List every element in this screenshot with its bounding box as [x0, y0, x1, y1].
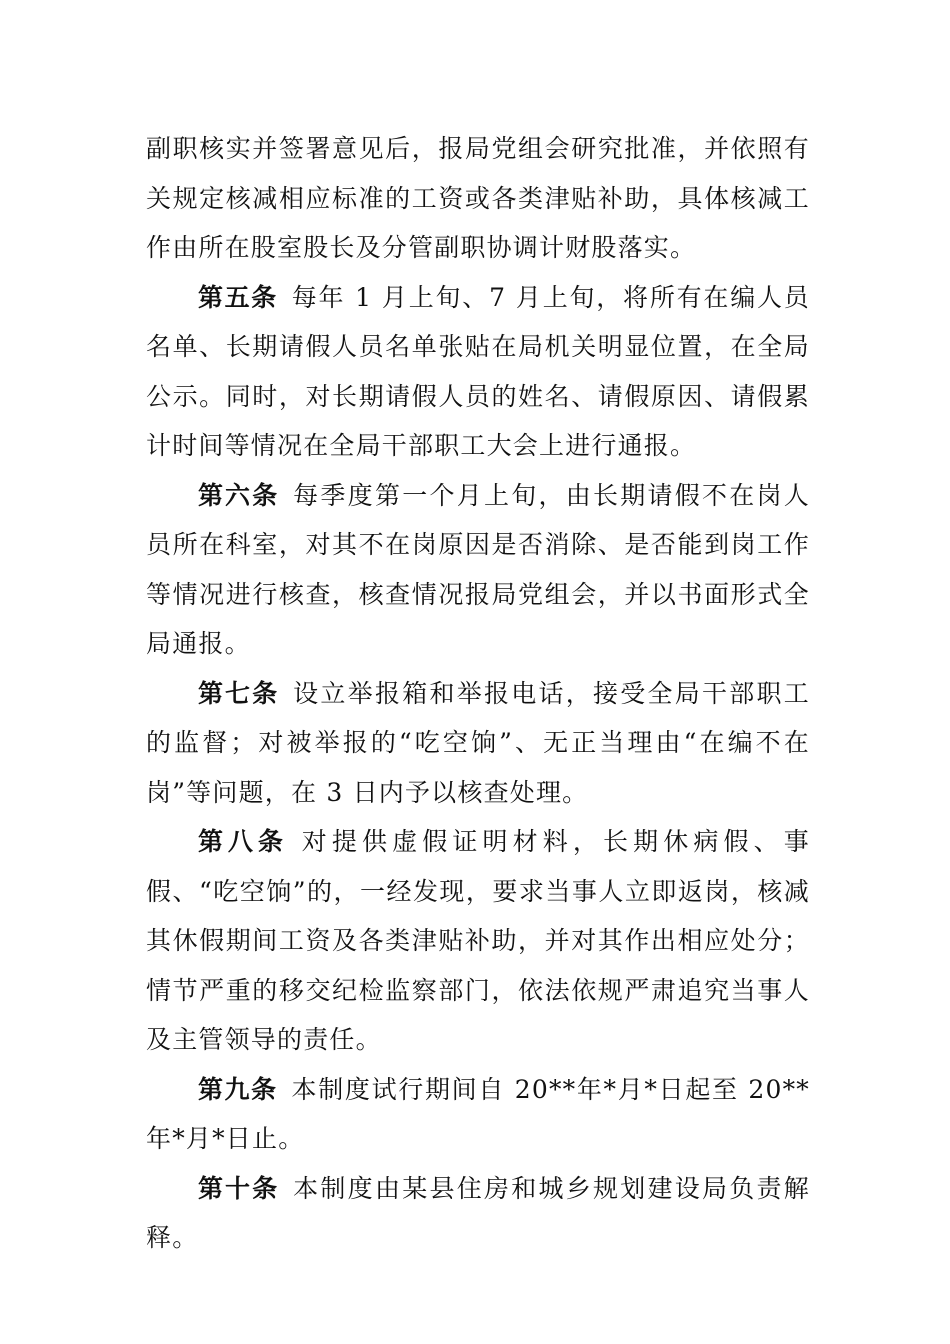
document-body	[146, 124, 810, 1263]
paragraph-text: 副职核实并签署意见后，报局党组会研究批准，并依照有关规定核减相应标准的工资或各类津贴补助，具体核减工作由所在股室股长及分管副职协调计财股落实。	[146, 134, 810, 262]
article-text: 本制度试行期间自 20**年*月*日起至 20**年*月*日止。	[146, 1074, 810, 1153]
article-text: 本制度由某县住房和城乡规划建设局负责解释。	[146, 1173, 810, 1252]
article-9	[146, 1065, 810, 1164]
article-heading: 第十条	[198, 1173, 280, 1203]
article-heading: 第九条	[198, 1074, 278, 1104]
article-text: 每年 1 月上旬、7 月上旬，将所有在编人员名单、长期请假人员名单张贴在局机关明显位置，在全局公示。同时，对长期请假人员的姓名、请假原因、请假累计时间等情况在全局干部职工大会上进行通报。	[146, 282, 810, 460]
article-heading: 第八条	[198, 827, 288, 856]
article-7	[146, 669, 810, 818]
article-8	[146, 817, 810, 1065]
article-10	[146, 1164, 810, 1263]
article-heading: 第五条	[198, 282, 278, 312]
article-text: 对提供虚假证明材料，长期休病假、事假、“吃空饷”的，一经发现，要求当事人立即返岗，核减其休假期间工资及各类津贴补助，并对其作出相应处分；情节严重的移交纪检监察部门，依法依规严肃追究当事人及主管领导的责任。	[146, 827, 810, 1054]
article-text: 每季度第一个月上旬，由长期请假不在岗人员所在科室，对其不在岗原因是否消除、是否能到岗工作等情况进行核查，核查情况报局党组会，并以书面形式全局通报。	[146, 480, 810, 658]
article-text: 设立举报箱和举报电话，接受全局干部职工的监督；对被举报的“吃空饷”、无正当理由“在编不在岗”等问题，在 3 日内予以核查处理。	[146, 678, 810, 807]
article-6	[146, 471, 810, 669]
paragraph-continuation	[146, 124, 810, 273]
article-5	[146, 273, 810, 471]
article-heading: 第七条	[198, 678, 280, 708]
article-heading: 第六条	[198, 480, 280, 510]
